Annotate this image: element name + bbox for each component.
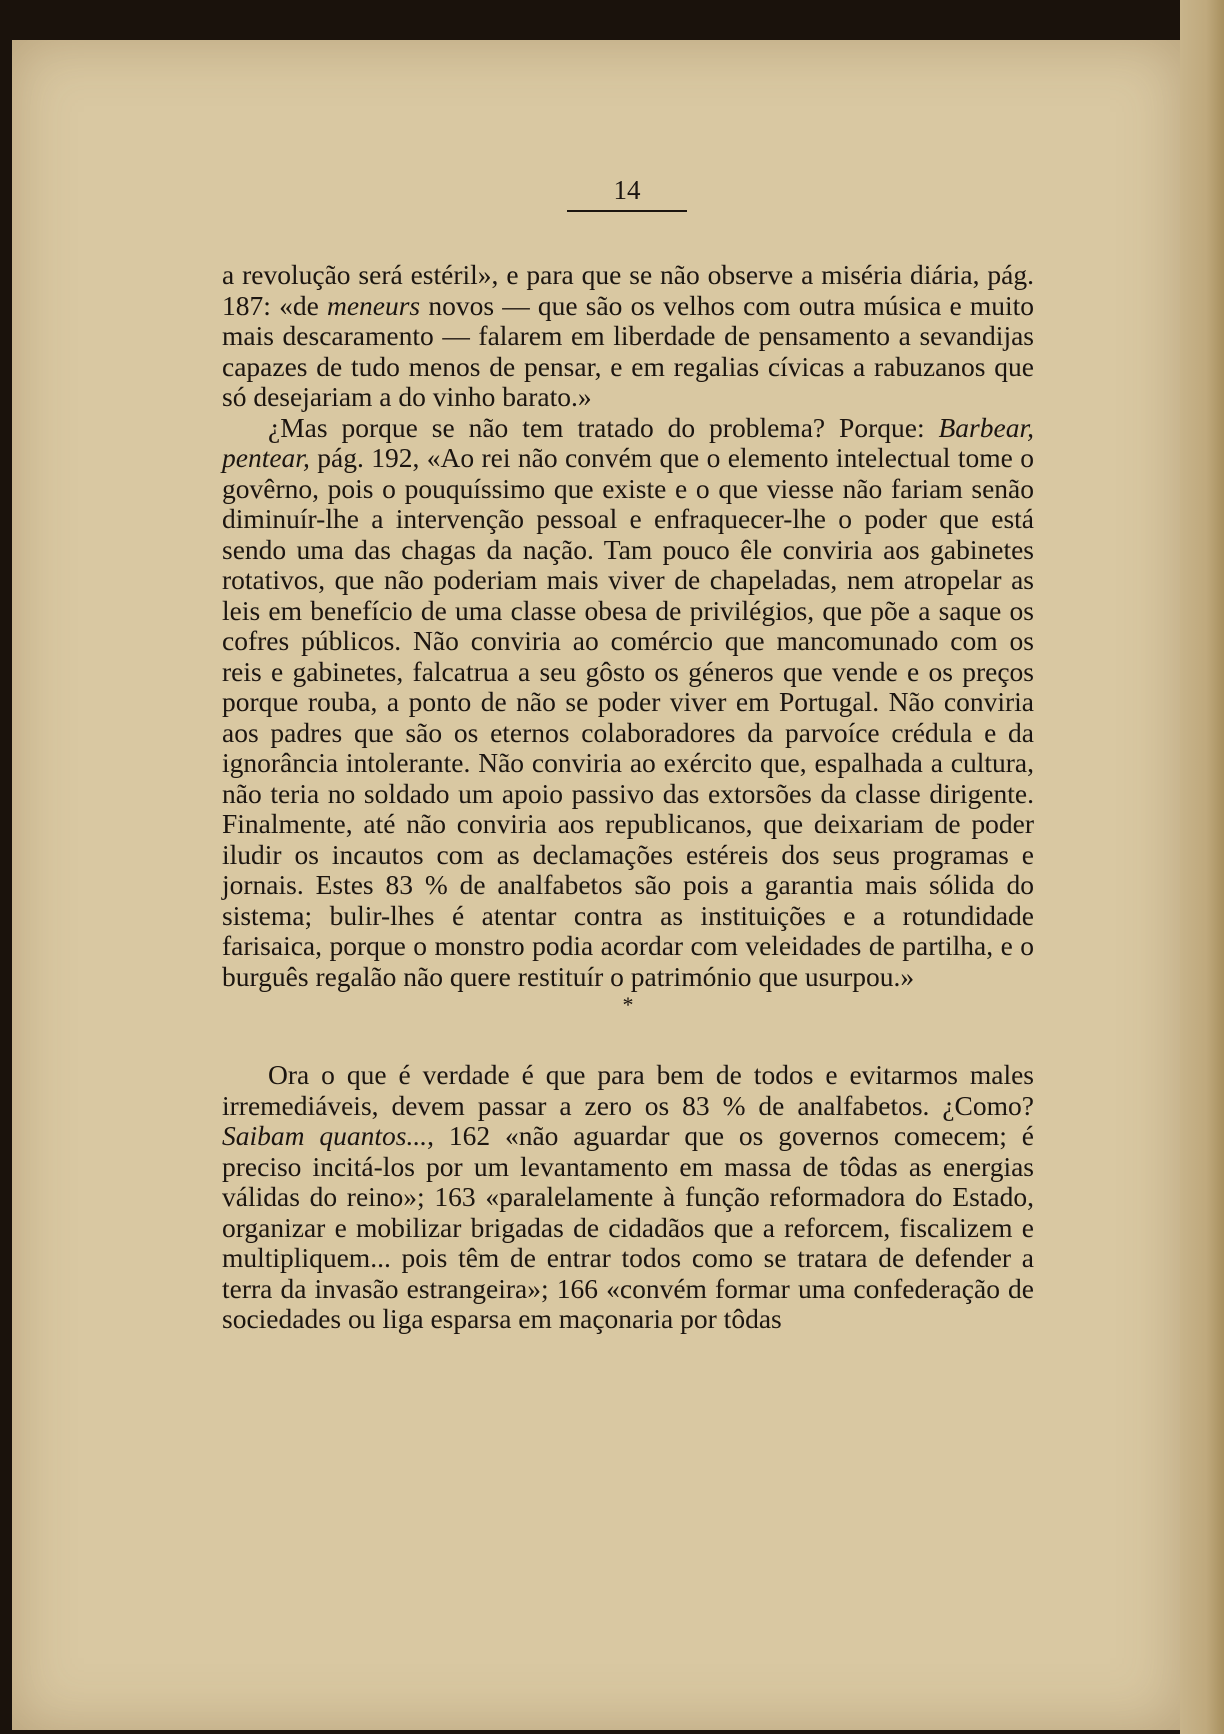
section-separator: * xyxy=(622,992,634,1017)
paragraph-2-text-c: pág. 192, «Ao rei não convém que o elemento intelectual tome o govêrno, pois o pouquíssimo que existe e o que viesse não fariam senão diminuír-lhe a intervenção pessoal e enfraquecer-lhe o poder que está sendo uma das chagas da nação. Tam pouco êle conviria aos gabinetes rotativos, que não poderiam mais viver de chapeladas, nem atropelar as leis em benefício de uma classe obesa de privilégios, que põe a saque os cofres públicos. Não conviria ao comércio que mancomunado com os reis e gabinetes, falcatrua a seu gôsto os géneros que vende e os preços porque rouba, a ponto de não se poder viver em Portugal. Não conviria aos padres que são os eternos colaboradores da parvoíce crédula e da ignorância intolerante. Não conviria ao exército que, espalhada a cultura, não teria no soldado um apoio passivo das extorsões da classe dirigente. Finalmente, até não conviria aos republicanos, que deixariam de poder iludir os incautos com as declamações estéreis dos seus programas e jornais. Estes 83 % de analfabetos são pois a garantia mais sólida do sistema; bulir-lhes é atentar contra as instituições e a rotundidade farisaica, porque o monstro podia acordar com veleidades de partilha, e o burguês regalão não quere restituír o património que usurpou.» xyxy=(222,442,1034,992)
paragraph-1 xyxy=(222,260,1034,413)
page-number: 14 xyxy=(613,175,641,205)
page-number-rule xyxy=(567,210,687,212)
paragraph-3 xyxy=(222,1060,1034,1335)
page-right-edge xyxy=(1180,0,1224,1734)
body-text xyxy=(222,260,1034,1335)
paragraph-1-italic: meneurs xyxy=(326,289,421,321)
paragraph-2-italic: Barbear, pentear, xyxy=(222,411,1034,473)
paragraph-2-text-a: ¿Mas porque se não tem tratado do problema? Porque: xyxy=(268,411,939,443)
paragraph-1-text-c: novos — que são os velhos com outra música e muito mais descaramento — falarem em liberdade de pensamento a sevandijas capazes de tudo menos de pensar, e em regalias cívicas a rabuzanos que só desejariam a do vinho barato.» xyxy=(222,289,1034,412)
paragraph-3-text-c: , 162 «não aguardar que os governos comecem; é preciso incitá-los por um levantamento em massa de tôdas as energias válidas do reino»; 163 «paralelamente à função reformadora do Estado, organizar e mobilizar brigadas de cidadãos que a reforcem, fiscalizem e multipliquem... pois têm de entrar todos como se tratara de defender a terra da invasão estrangeira»; 166 «convém formar uma confederação de sociedades ou liga esparsa em maçonaria por tôdas xyxy=(222,1120,1035,1334)
paragraph-1-text-a: a revolução será estéril», e para que se não observe a miséria diária, pág. 187: «de xyxy=(222,259,1034,321)
paragraph-3-text-a: Ora o que é verdade é que para bem de todos e evitarmos males irremediáveis, devem passar a zero os 83 % de analfabetos. ¿Como? xyxy=(222,1059,1034,1121)
paragraph-2 xyxy=(222,413,1034,993)
paragraph-3-italic: Saibam quantos... xyxy=(222,1120,428,1151)
